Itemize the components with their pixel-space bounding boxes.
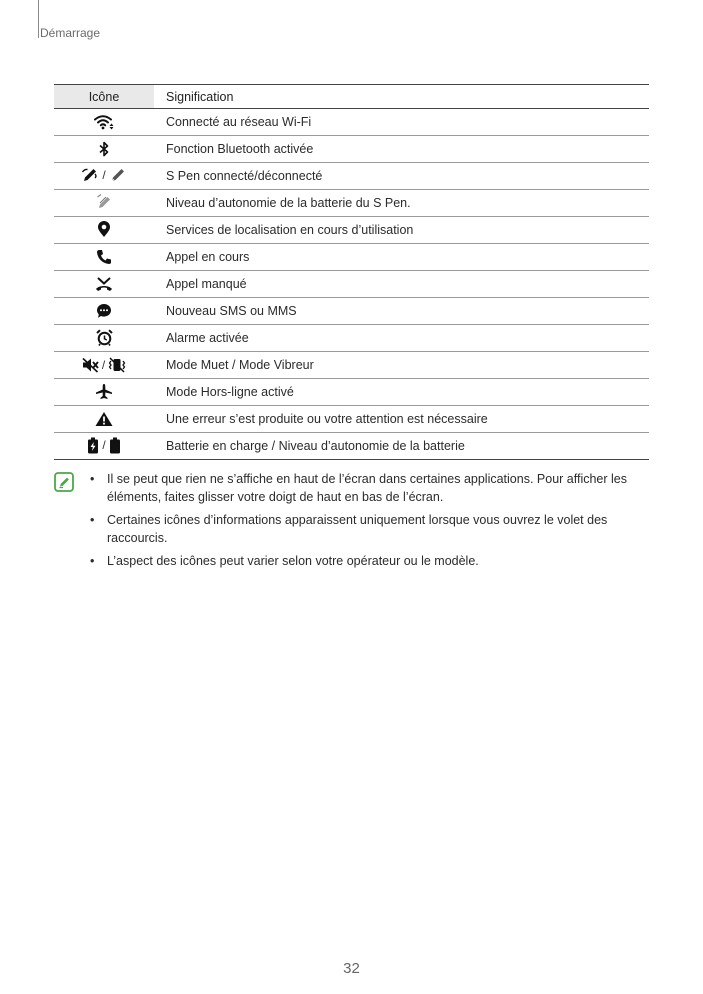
icon-cell (54, 217, 154, 244)
icon-separator: / (102, 168, 106, 182)
column-header-meaning: Signification (154, 85, 649, 109)
table-row (54, 163, 649, 190)
bluetooth-icon (98, 141, 110, 157)
table-row (54, 271, 649, 298)
warning-icon (95, 411, 113, 427)
vibrate-icon (108, 357, 126, 373)
meaning-cell: Batterie en charge / Niveau d’autonomie de la batterie (154, 433, 649, 460)
note-pencil-icon (54, 472, 74, 492)
page-number: 32 (343, 960, 360, 977)
meaning-cell: Appel en cours (154, 244, 649, 271)
table-row (54, 352, 649, 379)
meaning-cell: Une erreur s’est produite ou votre attention est nécessaire (154, 406, 649, 433)
note-item: • Il se peut que rien ne s’affiche en haut de l’écran dans certaines applications. Pour afficher les éléments, faites glisser votre doigt de haut en bas de l’écran. (90, 470, 635, 506)
note-item: • L’aspect des icônes peut varier selon votre opérateur ou le modèle. (90, 552, 635, 570)
airplane-icon (95, 383, 113, 400)
icon-cell (54, 433, 154, 460)
message-bubble-icon (96, 303, 112, 319)
icon-cell (54, 163, 154, 190)
table-row (54, 244, 649, 271)
meaning-cell: Appel manqué (154, 271, 649, 298)
icon-separator: / (101, 357, 106, 372)
battery-charging-icon (87, 437, 99, 454)
alarm-clock-icon (96, 329, 113, 346)
table-row (54, 217, 649, 244)
wifi-connected-icon (94, 114, 114, 130)
meaning-cell: Nouveau SMS ou MMS (154, 298, 649, 325)
icon-cell (54, 298, 154, 325)
s-pen-battery-icon (96, 193, 112, 211)
missed-call-icon (95, 276, 113, 292)
icon-cell (54, 325, 154, 352)
meaning-cell: Connecté au réseau Wi-Fi (154, 109, 649, 136)
icon-cell (54, 109, 154, 136)
table-row (54, 190, 649, 217)
icon-cell (54, 271, 154, 298)
table-row (54, 109, 649, 136)
note-item: • Certaines icônes d’informations apparaissent uniquement lorsque vous ouvrez le volet des raccourcis. (90, 511, 635, 547)
table-row (54, 136, 649, 163)
phone-call-icon (96, 249, 112, 265)
location-pin-icon (97, 221, 111, 238)
table-row (54, 406, 649, 433)
icon-cell (54, 190, 154, 217)
table-row (54, 433, 649, 460)
battery-level-icon (109, 437, 121, 454)
table-row (54, 379, 649, 406)
meaning-cell: Mode Muet / Mode Vibreur (154, 352, 649, 379)
table-row (54, 325, 649, 352)
meaning-cell: Services de localisation en cours d’utilisation (154, 217, 649, 244)
mute-icon (82, 357, 99, 373)
table-header-row (54, 85, 649, 109)
icon-cell (54, 352, 154, 379)
icon-cell (54, 406, 154, 433)
icon-cell (54, 136, 154, 163)
meaning-cell: Niveau d’autonomie de la batterie du S Pen. (154, 190, 649, 217)
meaning-cell: Fonction Bluetooth activée (154, 136, 649, 163)
icon-table (54, 84, 649, 460)
column-header-icon: Icône (54, 85, 154, 109)
section-title: Démarrage (40, 26, 101, 40)
icon-cell (54, 244, 154, 271)
icon-separator: / (102, 438, 106, 453)
s-pen-connected-icon (81, 166, 99, 184)
table-row (54, 298, 649, 325)
meaning-cell: S Pen connecté/déconnecté (154, 163, 649, 190)
header-rule (38, 0, 39, 38)
notes-list (90, 470, 635, 575)
s-pen-disconnected-icon (109, 166, 127, 184)
icon-cell (54, 379, 154, 406)
meaning-cell: Mode Hors-ligne activé (154, 379, 649, 406)
meaning-cell: Alarme activée (154, 325, 649, 352)
